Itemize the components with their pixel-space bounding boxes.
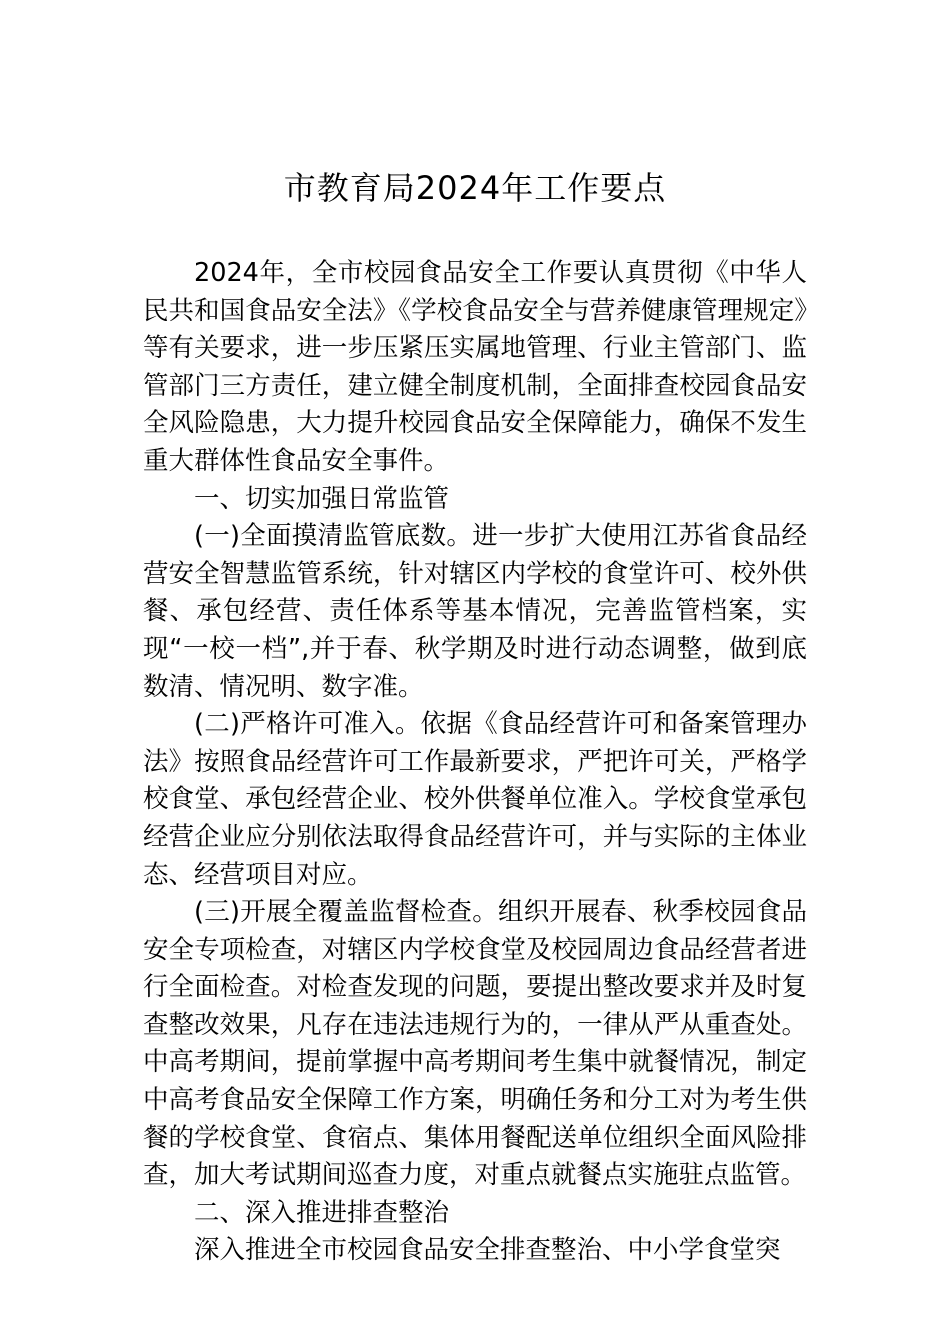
document-body bbox=[143, 255, 807, 1270]
paragraph-2-intro: 深入推进全市校园食品安全排查整治、中小学食堂突 bbox=[194, 1235, 781, 1266]
paragraph-1-3: (三)开展全覆盖监督检查。组织开展春、秋季校园食品安全专项检查，对辖区内学校食堂及校园周边食品经营者进行全面检查。对检查发现的问题，要提出整改要求并及时复查整改效果，凡存在违法违规行为的，一律从严从重查处。中高考期间，提前掌握中高考期间考生集中就餐情况，制定中高考食品安全保障工作方案，明确任务和分工对为考生供餐的学校食堂、食宿点、集体用餐配送单位组织全面风险排查，加大考试期间巡查力度，对重点就餐点实施驻点监管。 bbox=[143, 897, 807, 1191]
intro-paragraph: 2024年，全市校园食品安全工作要认真贯彻《中华人民共和国食品安全法》《学校食品安全与营养健康管理规定》等有关要求，进一步压紧压实属地管理、行业主管部门、监管部门三方责任，建立健全制度机制，全面排查校园食品安全风险隐患，大力提升校园食品安全保障能力，确保不发生重大群体性食品安全事件。 bbox=[143, 258, 807, 476]
section-heading-2: 二、深入推进排查整治 bbox=[194, 1197, 450, 1228]
paragraph-1-2: (二)严格许可准入。依据《食品经营许可和备案管理办法》按照食品经营许可工作最新要求，严把许可关，严格学校食堂、承包经营企业、校外供餐单位准入。学校食堂承包经营企业应分别依法取得食品经营许可，并与实际的主体业态、经营项目对应。 bbox=[143, 709, 807, 890]
document-title: 市教育局2024年工作要点 bbox=[283, 169, 667, 207]
paragraph-1-1: (一)全面摸清监管底数。进一步扩大使用江苏省食品经营安全智慧监管系统，针对辖区内学校的食堂许可、校外供餐、承包经营、责任体系等基本情况，完善监管档案，实现“一校一档”,并于春、秋学期及时进行动态调整，做到底数清、情况明、数字准。 bbox=[143, 521, 807, 702]
section-heading-1: 一、切实加强日常监管 bbox=[194, 483, 450, 514]
